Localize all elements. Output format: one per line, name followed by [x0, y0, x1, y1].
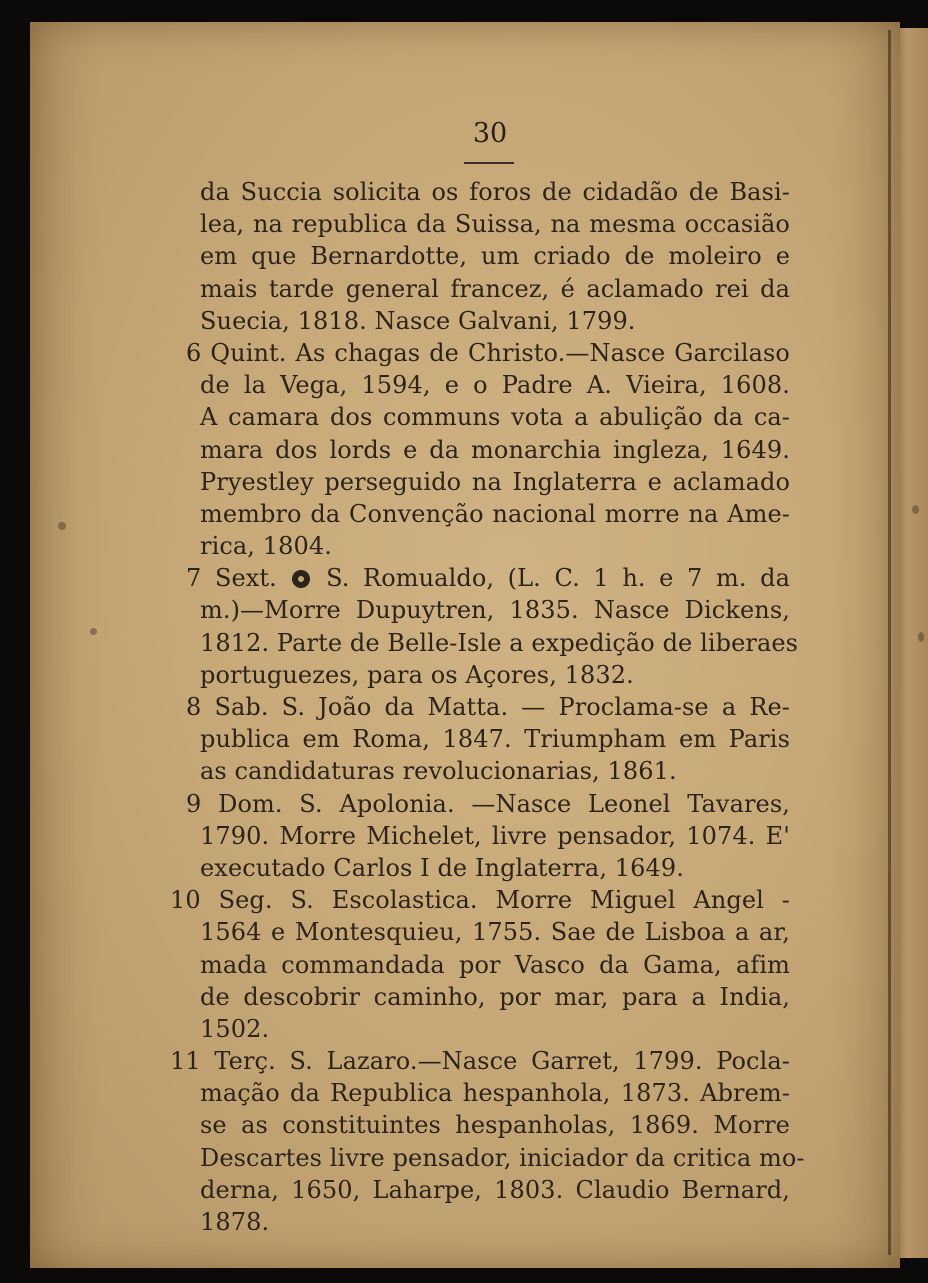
body-text — [170, 176, 805, 1238]
text-line: Descartes livre pensador, iniciador da critica mo- — [200, 1143, 805, 1172]
text-line: 1564 e Montesquieu, 1755. Sae de Lisboa a ar, — [200, 918, 790, 947]
text-line: lea, na republica da Suissa, na mesma occasião — [200, 210, 790, 239]
text-line: de descobrir caminho, por mar, para a India, — [200, 982, 790, 1011]
text-line: mara dos lords e da monarchia ingleza, 1649. — [200, 435, 790, 464]
ink-blot — [90, 628, 97, 635]
text-line: Suecia, 1818. Nasce Galvani, 1799. — [200, 306, 636, 335]
text-line: A camara dos communs vota a abulição da ca- — [200, 403, 790, 432]
text-line: as candidaturas revolucionarias, 1861. — [200, 757, 677, 786]
ink-blot — [58, 522, 66, 530]
ink-blot — [912, 505, 919, 514]
text-line: mada commandada por Vasco da Gama, afim — [200, 950, 790, 979]
moon-phase-text: S. Romualdo, (L. C. 1 h. e 7 m. da — [326, 564, 791, 593]
text-line: derna, 1650, Laharpe, 1803. Claudio Bernard, — [200, 1175, 790, 1204]
ink-blot — [918, 632, 924, 642]
text-line: portuguezes, para os Açores, 1832. — [200, 660, 634, 689]
text-line: publica em Roma, 1847. Triumpham em Paris — [200, 725, 790, 754]
text-line-moon — [186, 562, 790, 594]
text-line: 1502. — [200, 1014, 270, 1043]
text-line: 8 Sab. S. João da Matta. — Proclama-se a Re- — [186, 693, 790, 721]
text-line: 1790. Morre Michelet, livre pensador, 1074. E' — [200, 821, 790, 850]
gutter-line — [888, 30, 891, 1255]
text-line: Pryestley perseguido na Inglaterra e aclamado — [200, 467, 790, 496]
day-label: 7 Sext. — [186, 564, 277, 593]
text-line: de la Vega, 1594, e o Padre A. Vieira, 1608. — [200, 371, 790, 400]
header-rule — [464, 162, 514, 164]
text-line: 6 Quint. As chagas de Christo.—Nasce Garcilaso — [186, 338, 790, 367]
text-line: 1878. — [200, 1208, 270, 1236]
page-number: 30 — [472, 118, 508, 149]
text-line: 1812. Parte de Belle-Isle a expedição de liberaes — [200, 628, 799, 657]
text-line: membro da Convenção nacional morre na Ame- — [200, 499, 790, 528]
text-line: rica, 1804. — [200, 532, 332, 561]
full-moon-icon — [292, 570, 310, 588]
text-line: se as constituintes hespanholas, 1869. Morre — [200, 1111, 790, 1140]
text-line: mais tarde general francez, é aclamado rei da — [200, 274, 790, 303]
text-line: 10 Seg. S. Escolastica. Morre Miguel Angel - — [170, 886, 790, 915]
text-line: em que Bernardotte, um criado de moleiro e — [200, 242, 790, 271]
text-line: m.)—Morre Dupuytren, 1835. Nasce Dickens, — [200, 596, 790, 625]
text-line: executado Carlos I de Inglaterra, 1649. — [200, 853, 685, 882]
text-line: 9 Dom. S. Apolonia. —Nasce Leonel Tavares, — [186, 789, 790, 818]
text-line: 11 Terç. S. Lazaro.—Nasce Garret, 1799. Pocla- — [170, 1047, 790, 1076]
text-line: da Succia solicita os foros de cidadão de Basi- — [200, 178, 790, 206]
text-line: mação da Republica hespanhola, 1873. Abrem- — [200, 1079, 790, 1108]
